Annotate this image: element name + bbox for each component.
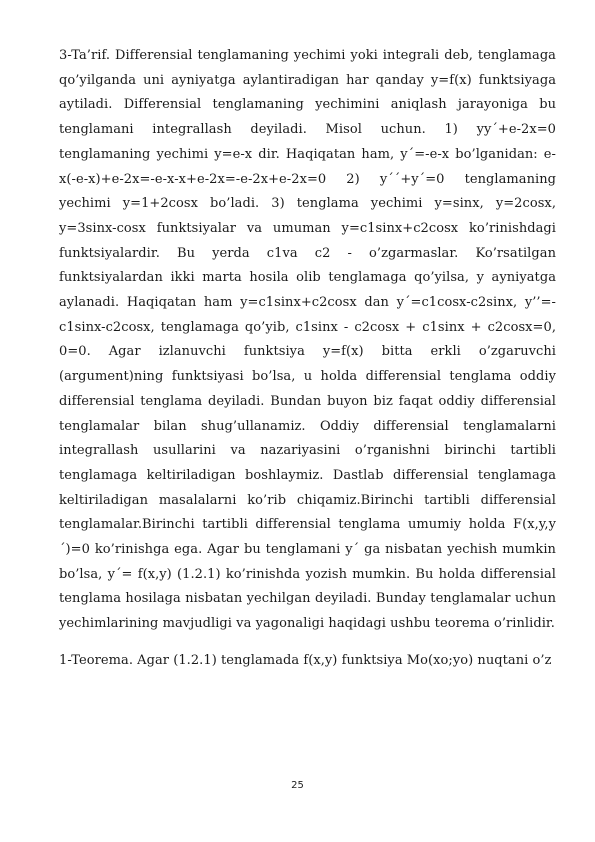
- paragraph-definition-3: 3-Ta’rif. Differensial tenglamaning yechimi yoki integrali deb, tenglamaga qo’yilganda uni ayniyatga aylantiradigan har qanday y=f(x) funktsiyaga aytiladi. Differensial tenglamaning yechimini aniqlash jarayoniga bu tenglamani integrallash deyiladi. Misol uchun. 1) yy´+e-2x=0 tenglamaning yechimi y=e-x dir. Haqiqatan ham, y´=-e-x bo’lganidan: e-x(-e-x)+e-2x=-e-x-x+e-2x=-e-2x+e-2x=0 2) y´´+y´=0 tenglamaning yechimi y=1+2cosx bo’ladi. 3) tenglama yechimi y=sinx, y=2cosx, y=3sinx-cosx funktsiyalar va umuman y=c1sinx+c2cosx ko’rinishdagi funktsiyalardir. Bu yerda c1va c2 - o’zgarmaslar. Ko’rsatilgan funktsiyalardan ikki marta hosila olib tenglamaga qo’yilsa, y ayniyatga aylanadi. Haqiqatan ham y=c1sinx+c2cosx dan y´=c1cosx-c2sinx, y’’=-c1sinx-c2cosx, tenglamaga qo’yib, c1sinx - c2cosx + c1sinx + c2cosx=0, 0=0. Agar izlanuvchi funktsiya y=f(x) bitta erkli o’zgaruvchi (argument)ning funktsiyasi bo’lsa, u holda differensial tenglama oddiy differensial tenglama deyiladi. Bundan buyon biz faqat oddiy differensial tenglamalar bilan shug’ullanamiz. Oddiy differensial tenglamalarni integrallash usullarini va nazariyasini o’rganishni birinchi tartibli tenglamaga keltiriladigan boshlaymiz. Dastlab differensial tenglamaga keltiriladigan masalalarni ko’rib chiqamiz.Birinchi tartibli differensial tenglamalar.Birinchi tartibli differensial tenglama umumiy holda F(x,y,y´)=0 ko’rinishga ega. Agar bu tenglamani y´ ga nisbatan yechish mumkin bo’lsa, y´= f(x,y) (1.2.1) ko’rinishda yozish mumkin. Bu holda differensial tenglama hosilaga nisbatan yechilgan deyiladi. Bunday tenglamalar uchun yechimlarining mavjudligi va yagonaligi haqidagi ushbu teorema o’rinlidir.: [59, 48, 556, 632]
- page-number: 25: [291, 780, 304, 791]
- paragraph-theorem-1: 1-Teorema. Agar (1.2.1) tenglamada f(x,y) funktsiya Mo(xo;yo) nuqtani o’z: [59, 652, 552, 668]
- document-page: [59, 44, 556, 674]
